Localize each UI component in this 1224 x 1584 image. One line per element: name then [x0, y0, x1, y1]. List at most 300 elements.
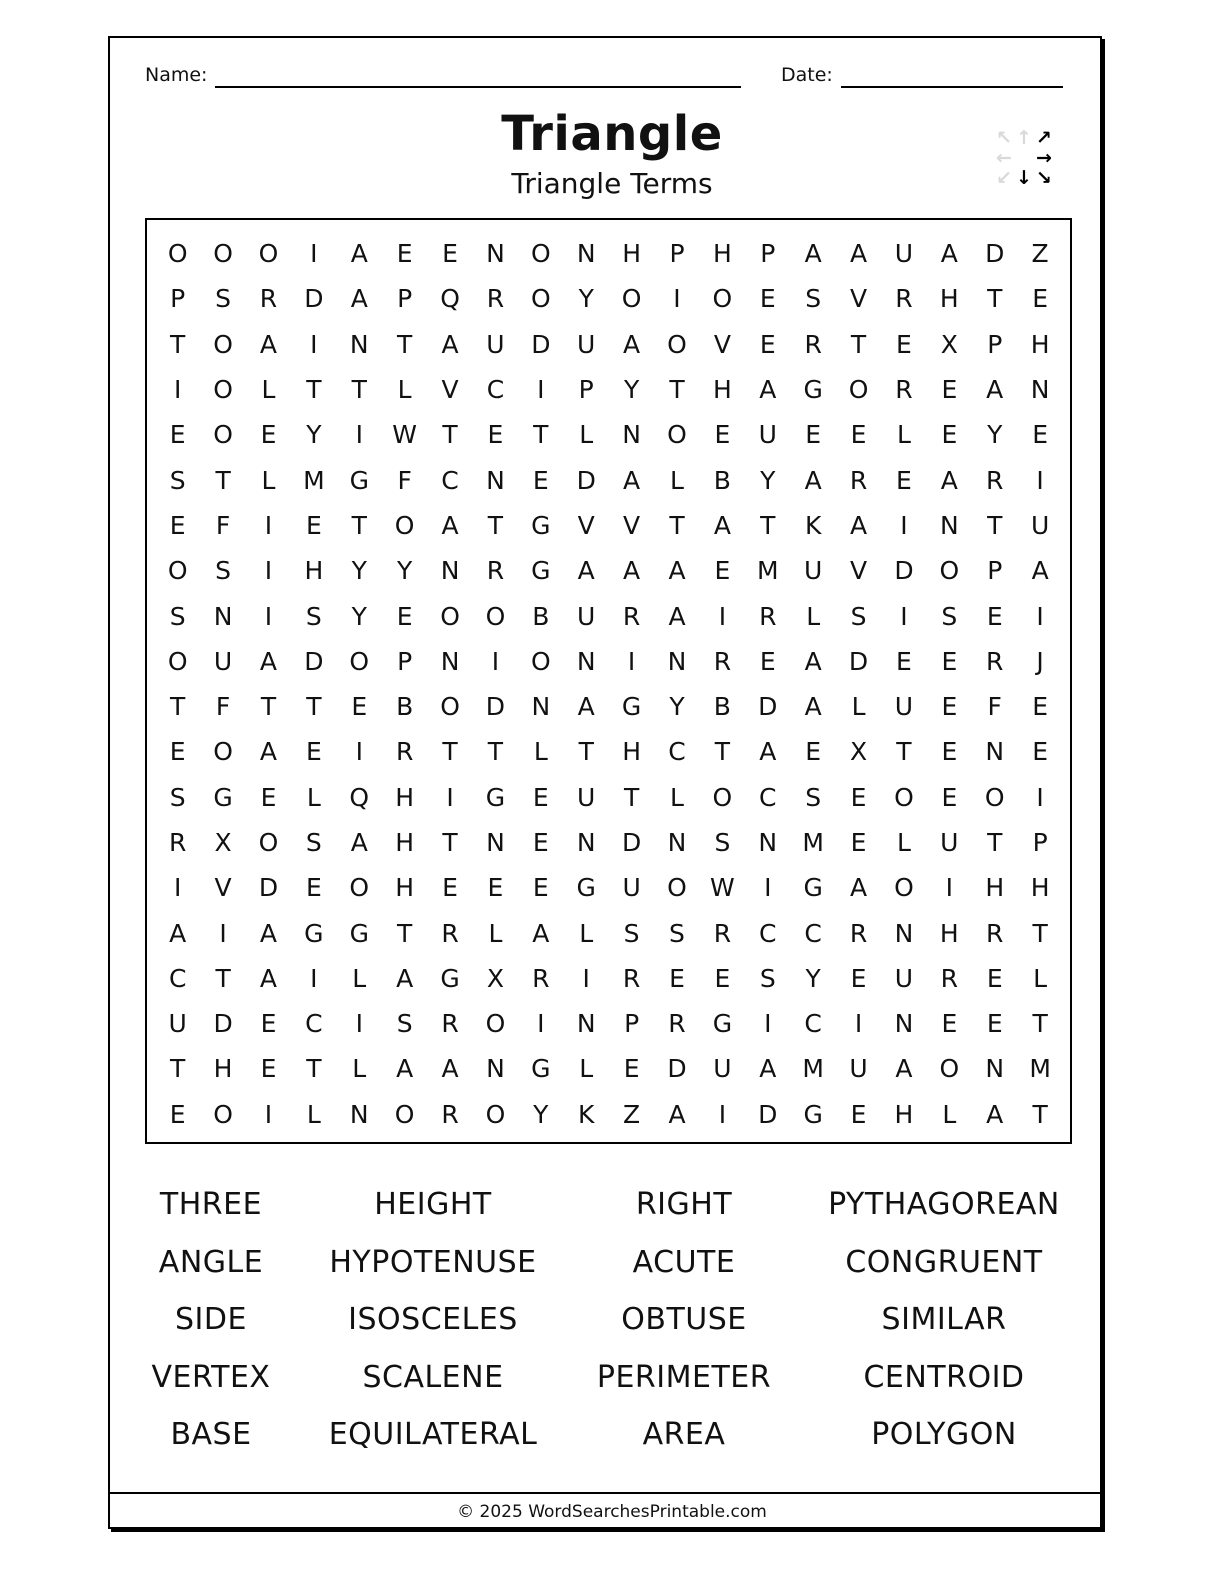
- grid-cell[interactable]: E: [260, 1054, 277, 1084]
- grid-cell[interactable]: F: [987, 692, 1002, 722]
- grid-cell[interactable]: U: [1030, 510, 1050, 540]
- grid-cell[interactable]: E: [850, 1099, 867, 1129]
- grid-cell[interactable]: X: [940, 329, 958, 359]
- grid-cell[interactable]: T: [669, 375, 685, 405]
- grid-cell[interactable]: T: [487, 510, 504, 540]
- grid-cell[interactable]: I: [900, 510, 908, 540]
- grid-cell[interactable]: E: [260, 782, 277, 812]
- grid-cell[interactable]: N: [667, 646, 687, 676]
- grid-cell[interactable]: T: [170, 329, 186, 359]
- grid-cell[interactable]: L: [261, 465, 276, 495]
- grid-cell[interactable]: I: [446, 782, 454, 812]
- grid-cell[interactable]: A: [350, 284, 368, 314]
- grid-cell[interactable]: D: [985, 239, 1005, 269]
- grid-cell[interactable]: M: [802, 1054, 824, 1084]
- grid-cell[interactable]: A: [441, 1054, 459, 1084]
- grid-cell[interactable]: E: [941, 782, 958, 812]
- grid-cell[interactable]: T: [1032, 918, 1048, 948]
- grid-cell[interactable]: E: [669, 963, 685, 993]
- grid-cell[interactable]: C: [668, 737, 686, 767]
- grid-cell[interactable]: E: [850, 828, 867, 857]
- grid-cell[interactable]: O: [213, 239, 233, 269]
- grid-cell[interactable]: Y: [351, 601, 367, 631]
- grid-cell[interactable]: R: [441, 1009, 459, 1039]
- grid-cell[interactable]: D: [531, 329, 551, 359]
- grid-cell[interactable]: V: [214, 873, 232, 903]
- grid-cell[interactable]: E: [442, 873, 458, 903]
- grid-cell[interactable]: R: [486, 556, 505, 586]
- grid-cell[interactable]: E: [986, 963, 1003, 993]
- grid-cell[interactable]: H: [939, 918, 959, 948]
- grid-cell[interactable]: T: [442, 420, 458, 450]
- grid-cell[interactable]: I: [355, 1009, 363, 1039]
- grid-cell[interactable]: Y: [760, 465, 776, 495]
- grid-cell[interactable]: G: [213, 782, 233, 812]
- grid-cell[interactable]: Y: [397, 556, 413, 586]
- grid-cell[interactable]: E: [896, 465, 912, 495]
- grid-cell[interactable]: T: [397, 918, 413, 948]
- grid-cell[interactable]: R: [986, 646, 1004, 676]
- grid-cell[interactable]: L: [851, 692, 866, 722]
- grid-cell[interactable]: T: [669, 510, 685, 540]
- grid-cell[interactable]: I: [764, 1009, 772, 1039]
- grid-cell[interactable]: L: [579, 420, 594, 450]
- grid-cell[interactable]: X: [486, 963, 504, 993]
- grid-cell[interactable]: O: [213, 737, 233, 767]
- grid-cell[interactable]: O: [349, 646, 370, 676]
- date-input-line[interactable]: [841, 63, 1063, 88]
- grid-cell[interactable]: E: [714, 556, 731, 586]
- grid-cell[interactable]: S: [169, 465, 186, 495]
- grid-cell[interactable]: O: [530, 646, 551, 676]
- grid-cell[interactable]: H: [304, 556, 324, 586]
- grid-cell[interactable]: R: [849, 465, 868, 495]
- grid-cell[interactable]: O: [349, 873, 370, 903]
- grid-cell[interactable]: C: [168, 963, 187, 993]
- grid-cell[interactable]: R: [940, 963, 959, 993]
- grid-cell[interactable]: I: [1036, 465, 1044, 495]
- grid-cell[interactable]: A: [623, 465, 641, 495]
- grid-cell[interactable]: H: [395, 873, 415, 903]
- grid-cell[interactable]: E: [623, 1054, 640, 1084]
- grid-cell[interactable]: Q: [349, 782, 370, 812]
- grid-cell[interactable]: C: [804, 1009, 822, 1039]
- grid-cell[interactable]: R: [259, 284, 278, 314]
- grid-cell[interactable]: N: [486, 465, 505, 495]
- grid-cell[interactable]: R: [713, 646, 732, 676]
- grid-cell[interactable]: A: [895, 1054, 913, 1084]
- grid-cell[interactable]: R: [713, 918, 732, 948]
- grid-cell[interactable]: T: [896, 737, 912, 767]
- grid-cell[interactable]: U: [758, 420, 777, 450]
- grid-cell[interactable]: H: [622, 239, 641, 269]
- grid-cell[interactable]: E: [169, 1099, 186, 1129]
- grid-cell[interactable]: R: [849, 918, 868, 948]
- grid-cell[interactable]: O: [667, 873, 687, 903]
- grid-cell[interactable]: I: [673, 284, 681, 314]
- grid-cell[interactable]: P: [987, 556, 1003, 586]
- grid-cell[interactable]: I: [355, 737, 363, 767]
- grid-cell[interactable]: O: [440, 692, 460, 722]
- grid-cell[interactable]: N: [213, 601, 233, 631]
- grid-cell[interactable]: E: [850, 420, 867, 450]
- grid-cell[interactable]: E: [487, 420, 504, 450]
- grid-cell[interactable]: E: [896, 329, 912, 359]
- grid-cell[interactable]: E: [850, 963, 867, 993]
- grid-cell[interactable]: C: [486, 375, 505, 405]
- grid-cell[interactable]: S: [169, 782, 186, 812]
- grid-cell[interactable]: I: [491, 646, 500, 676]
- grid-cell[interactable]: R: [622, 601, 641, 631]
- grid-cell[interactable]: X: [849, 737, 868, 767]
- grid-cell[interactable]: E: [305, 737, 322, 767]
- grid-cell[interactable]: P: [397, 284, 413, 314]
- grid-cell[interactable]: I: [310, 963, 318, 993]
- grid-cell[interactable]: L: [1033, 963, 1048, 993]
- grid-cell[interactable]: I: [264, 510, 273, 540]
- grid-cell[interactable]: T: [306, 692, 322, 722]
- grid-cell[interactable]: M: [303, 465, 325, 495]
- grid-cell[interactable]: G: [531, 1054, 551, 1084]
- grid-cell[interactable]: T: [714, 737, 731, 767]
- grid-cell[interactable]: P: [578, 375, 594, 405]
- grid-cell[interactable]: E: [850, 782, 867, 812]
- grid-cell[interactable]: L: [306, 782, 321, 812]
- grid-cell[interactable]: R: [441, 918, 459, 948]
- grid-cell[interactable]: T: [215, 465, 231, 495]
- grid-cell[interactable]: N: [576, 828, 596, 857]
- grid-cell[interactable]: P: [669, 239, 685, 269]
- grid-cell[interactable]: I: [582, 963, 590, 993]
- grid-cell[interactable]: O: [667, 420, 687, 450]
- grid-cell[interactable]: V: [850, 556, 868, 586]
- grid-cell[interactable]: I: [174, 375, 182, 405]
- grid-cell[interactable]: A: [623, 329, 641, 359]
- grid-cell[interactable]: G: [349, 918, 369, 948]
- grid-cell[interactable]: O: [894, 782, 914, 812]
- grid-cell[interactable]: E: [487, 873, 504, 903]
- grid-cell[interactable]: M: [802, 828, 824, 857]
- grid-cell[interactable]: U: [713, 1054, 732, 1084]
- grid-cell[interactable]: E: [941, 1009, 958, 1039]
- grid-cell[interactable]: O: [894, 873, 914, 903]
- grid-cell[interactable]: U: [622, 873, 641, 903]
- grid-cell[interactable]: Y: [805, 963, 821, 993]
- grid-cell[interactable]: Y: [669, 692, 685, 722]
- grid-cell[interactable]: P: [624, 1009, 640, 1039]
- grid-cell[interactable]: O: [258, 828, 279, 857]
- grid-cell[interactable]: L: [579, 1054, 594, 1084]
- grid-cell[interactable]: R: [759, 601, 777, 631]
- grid-cell[interactable]: L: [352, 1054, 367, 1084]
- grid-cell[interactable]: R: [986, 465, 1004, 495]
- grid-cell[interactable]: Y: [351, 556, 367, 586]
- grid-cell[interactable]: A: [668, 601, 686, 631]
- grid-cell[interactable]: E: [532, 782, 549, 812]
- grid-cell[interactable]: A: [759, 737, 777, 767]
- grid-cell[interactable]: W: [710, 873, 735, 903]
- grid-cell[interactable]: E: [532, 465, 549, 495]
- grid-cell[interactable]: N: [576, 1009, 596, 1039]
- grid-cell[interactable]: A: [940, 465, 958, 495]
- grid-cell[interactable]: E: [986, 1009, 1003, 1039]
- grid-cell[interactable]: G: [531, 556, 551, 586]
- grid-cell[interactable]: H: [395, 782, 415, 812]
- grid-cell[interactable]: L: [306, 1099, 321, 1129]
- grid-cell[interactable]: I: [900, 601, 908, 631]
- grid-cell[interactable]: L: [397, 375, 412, 405]
- grid-cell[interactable]: G: [349, 465, 369, 495]
- grid-cell[interactable]: U: [804, 556, 823, 586]
- grid-cell[interactable]: E: [941, 375, 958, 405]
- grid-cell[interactable]: T: [215, 963, 231, 993]
- grid-cell[interactable]: O: [167, 239, 188, 269]
- grid-cell[interactable]: T: [623, 782, 640, 812]
- grid-cell[interactable]: B: [713, 692, 731, 722]
- grid-cell[interactable]: A: [1031, 556, 1049, 586]
- grid-cell[interactable]: D: [258, 873, 279, 903]
- grid-cell[interactable]: A: [668, 1099, 686, 1129]
- grid-cell[interactable]: H: [1030, 329, 1050, 359]
- grid-cell[interactable]: B: [396, 692, 414, 722]
- grid-cell[interactable]: R: [895, 375, 913, 405]
- grid-cell[interactable]: L: [533, 737, 548, 767]
- grid-cell[interactable]: S: [169, 601, 186, 631]
- grid-cell[interactable]: A: [759, 375, 777, 405]
- grid-cell[interactable]: A: [259, 918, 278, 948]
- grid-cell[interactable]: H: [985, 873, 1005, 903]
- grid-cell[interactable]: O: [213, 1099, 233, 1129]
- grid-cell[interactable]: G: [803, 873, 823, 903]
- grid-cell[interactable]: E: [759, 329, 776, 359]
- grid-cell[interactable]: O: [667, 329, 687, 359]
- grid-cell[interactable]: O: [167, 646, 188, 676]
- grid-cell[interactable]: E: [532, 828, 549, 857]
- grid-cell[interactable]: U: [577, 601, 596, 631]
- grid-cell[interactable]: A: [804, 692, 822, 722]
- grid-cell[interactable]: E: [714, 963, 731, 993]
- grid-cell[interactable]: R: [804, 329, 822, 359]
- grid-cell[interactable]: D: [485, 692, 506, 722]
- grid-cell[interactable]: T: [533, 420, 549, 450]
- grid-cell[interactable]: U: [894, 239, 914, 269]
- grid-cell[interactable]: A: [259, 737, 278, 767]
- grid-cell[interactable]: I: [945, 873, 954, 903]
- grid-cell[interactable]: C: [804, 918, 822, 948]
- grid-cell[interactable]: T: [760, 510, 776, 540]
- grid-cell[interactable]: E: [396, 601, 413, 631]
- grid-cell[interactable]: G: [803, 1099, 823, 1129]
- grid-cell[interactable]: L: [670, 782, 684, 812]
- grid-cell[interactable]: U: [894, 692, 914, 722]
- grid-cell[interactable]: O: [213, 420, 233, 450]
- grid-cell[interactable]: E: [396, 239, 413, 269]
- grid-cell[interactable]: T: [442, 737, 458, 767]
- grid-cell[interactable]: T: [397, 329, 413, 359]
- grid-cell[interactable]: H: [712, 375, 732, 405]
- grid-cell[interactable]: T: [351, 375, 367, 405]
- grid-cell[interactable]: D: [758, 1099, 778, 1129]
- grid-cell[interactable]: A: [259, 329, 278, 359]
- grid-cell[interactable]: A: [532, 918, 550, 948]
- grid-cell[interactable]: Z: [1031, 239, 1049, 269]
- grid-cell[interactable]: E: [260, 420, 277, 450]
- grid-cell[interactable]: C: [305, 1009, 323, 1039]
- grid-cell[interactable]: I: [718, 1099, 727, 1129]
- grid-cell[interactable]: P: [1032, 828, 1048, 857]
- grid-cell[interactable]: R: [486, 284, 505, 314]
- grid-cell[interactable]: L: [579, 918, 594, 948]
- grid-cell[interactable]: S: [805, 782, 822, 812]
- grid-cell[interactable]: D: [576, 465, 596, 495]
- grid-cell[interactable]: V: [577, 510, 595, 540]
- grid-cell[interactable]: R: [441, 1099, 459, 1129]
- grid-cell[interactable]: E: [714, 420, 731, 450]
- grid-cell[interactable]: I: [310, 239, 318, 269]
- grid-cell[interactable]: D: [894, 556, 914, 586]
- grid-cell[interactable]: A: [850, 873, 868, 903]
- grid-cell[interactable]: P: [760, 239, 776, 269]
- grid-cell[interactable]: K: [578, 1099, 595, 1129]
- grid-cell[interactable]: S: [215, 556, 232, 586]
- grid-cell[interactable]: O: [621, 284, 642, 314]
- grid-cell[interactable]: Q: [440, 284, 460, 314]
- grid-cell[interactable]: I: [1036, 601, 1044, 631]
- grid-cell[interactable]: Z: [623, 1099, 641, 1129]
- grid-cell[interactable]: U: [168, 1009, 187, 1039]
- grid-cell[interactable]: I: [718, 601, 727, 631]
- grid-cell[interactable]: O: [485, 1009, 506, 1039]
- grid-cell[interactable]: S: [396, 1009, 413, 1039]
- grid-cell[interactable]: N: [667, 828, 687, 857]
- grid-cell[interactable]: X: [214, 828, 232, 857]
- grid-cell[interactable]: I: [219, 918, 227, 948]
- grid-cell[interactable]: T: [170, 1054, 186, 1084]
- grid-cell[interactable]: G: [485, 782, 506, 812]
- grid-cell[interactable]: E: [532, 873, 549, 903]
- grid-cell[interactable]: I: [264, 556, 273, 586]
- grid-cell[interactable]: C: [441, 465, 459, 495]
- grid-cell[interactable]: D: [621, 828, 642, 857]
- grid-cell[interactable]: Y: [987, 420, 1003, 450]
- grid-cell[interactable]: N: [486, 1054, 505, 1084]
- grid-cell[interactable]: A: [986, 1099, 1004, 1129]
- grid-cell[interactable]: N: [531, 692, 551, 722]
- grid-cell[interactable]: T: [351, 510, 367, 540]
- grid-cell[interactable]: L: [261, 375, 276, 405]
- grid-cell[interactable]: C: [759, 782, 777, 812]
- grid-cell[interactable]: E: [941, 737, 958, 767]
- grid-cell[interactable]: S: [305, 601, 322, 631]
- grid-cell[interactable]: R: [532, 963, 550, 993]
- grid-cell[interactable]: I: [174, 873, 182, 903]
- grid-cell[interactable]: E: [169, 420, 186, 450]
- grid-cell[interactable]: F: [397, 465, 412, 495]
- grid-cell[interactable]: A: [623, 556, 641, 586]
- grid-cell[interactable]: E: [986, 601, 1003, 631]
- grid-cell[interactable]: E: [1032, 692, 1049, 722]
- grid-cell[interactable]: N: [486, 828, 505, 857]
- grid-cell[interactable]: I: [310, 329, 318, 359]
- grid-cell[interactable]: T: [1032, 1009, 1048, 1039]
- grid-cell[interactable]: U: [213, 646, 233, 676]
- grid-cell[interactable]: E: [169, 510, 186, 540]
- grid-cell[interactable]: J: [1036, 646, 1044, 676]
- grid-cell[interactable]: F: [215, 510, 231, 540]
- grid-cell[interactable]: N: [440, 646, 460, 676]
- grid-cell[interactable]: A: [850, 239, 868, 269]
- grid-cell[interactable]: O: [530, 284, 551, 314]
- grid-cell[interactable]: T: [578, 737, 594, 767]
- grid-cell[interactable]: H: [1030, 873, 1050, 903]
- grid-cell[interactable]: V: [623, 510, 641, 540]
- grid-cell[interactable]: A: [577, 556, 595, 586]
- grid-cell[interactable]: H: [939, 284, 959, 314]
- grid-cell[interactable]: U: [940, 828, 959, 857]
- grid-cell[interactable]: Y: [623, 375, 640, 405]
- grid-cell[interactable]: I: [1036, 782, 1044, 812]
- grid-cell[interactable]: O: [984, 782, 1005, 812]
- grid-cell[interactable]: N: [440, 556, 460, 586]
- date-field[interactable]: [781, 60, 1063, 88]
- grid-cell[interactable]: E: [351, 692, 368, 722]
- grid-cell[interactable]: N: [576, 239, 596, 269]
- grid-cell[interactable]: T: [850, 329, 867, 359]
- grid-cell[interactable]: A: [441, 510, 459, 540]
- grid-cell[interactable]: E: [805, 737, 822, 767]
- grid-cell[interactable]: D: [667, 1054, 687, 1084]
- grid-cell[interactable]: U: [486, 329, 505, 359]
- name-field[interactable]: [145, 60, 741, 88]
- grid-cell[interactable]: I: [764, 873, 772, 903]
- grid-cell[interactable]: O: [394, 510, 415, 540]
- grid-cell[interactable]: N: [576, 646, 596, 676]
- grid-cell[interactable]: N: [486, 239, 505, 269]
- grid-cell[interactable]: I: [355, 420, 363, 450]
- grid-cell[interactable]: A: [169, 918, 187, 948]
- grid-cell[interactable]: S: [714, 828, 731, 857]
- grid-cell[interactable]: Y: [533, 1099, 549, 1129]
- grid-cell[interactable]: M: [756, 556, 779, 586]
- grid-cell[interactable]: E: [759, 284, 776, 314]
- grid-cell[interactable]: G: [440, 963, 460, 993]
- grid-cell[interactable]: G: [803, 375, 823, 405]
- grid-cell[interactable]: F: [215, 692, 231, 722]
- grid-cell[interactable]: O: [394, 1099, 415, 1129]
- grid-cell[interactable]: G: [576, 873, 596, 903]
- grid-cell[interactable]: L: [806, 601, 821, 631]
- grid-cell[interactable]: E: [759, 646, 776, 676]
- grid-cell[interactable]: E: [941, 692, 958, 722]
- grid-cell[interactable]: E: [1032, 420, 1049, 450]
- grid-cell[interactable]: R: [622, 963, 641, 993]
- grid-cell[interactable]: U: [849, 1054, 868, 1084]
- grid-cell[interactable]: C: [759, 918, 777, 948]
- grid-cell[interactable]: H: [622, 737, 641, 767]
- grid-cell[interactable]: V: [441, 375, 459, 405]
- grid-cell[interactable]: S: [669, 918, 685, 948]
- grid-cell[interactable]: I: [627, 646, 636, 676]
- grid-cell[interactable]: P: [397, 646, 413, 676]
- grid-cell[interactable]: I: [537, 1009, 545, 1039]
- grid-cell[interactable]: D: [758, 692, 778, 722]
- grid-cell[interactable]: P: [170, 284, 186, 314]
- grid-cell[interactable]: A: [804, 239, 822, 269]
- grid-cell[interactable]: H: [213, 1054, 233, 1084]
- grid-cell[interactable]: A: [804, 465, 822, 495]
- grid-cell[interactable]: O: [712, 782, 733, 812]
- grid-cell[interactable]: D: [848, 646, 869, 676]
